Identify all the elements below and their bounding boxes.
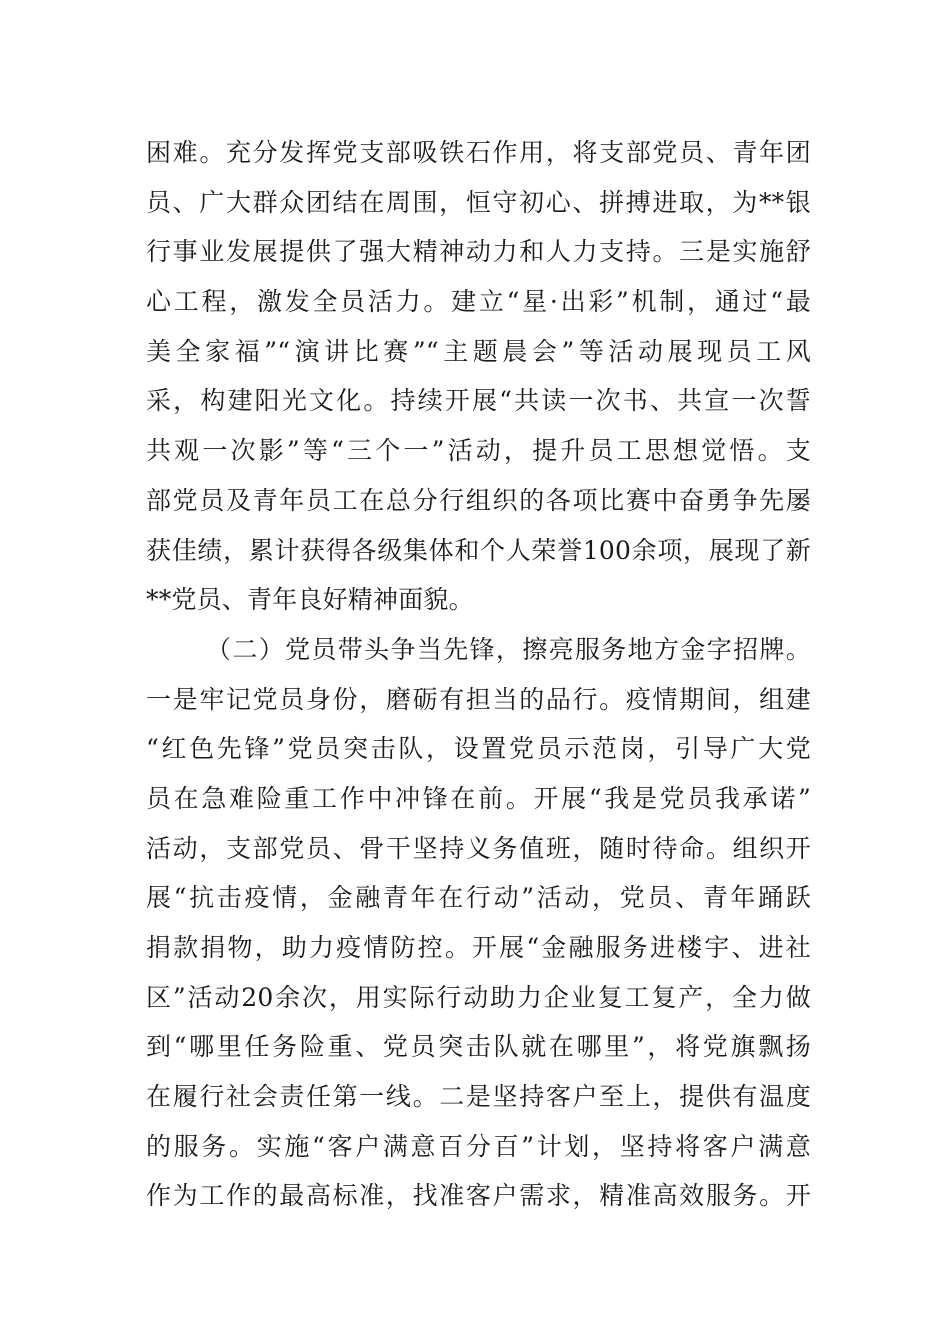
text-line: 展“抗击疫情，金融青年在行动”活动，党员、青年踊跃: [146, 883, 811, 913]
text-line: 捐款捐物，助力疫情防控。开展“金融服务进楼宇、进社: [146, 933, 811, 962]
text-line: 获佳绩，累计获得各级集体和个人荣誉100余项，展现了新: [146, 535, 811, 565]
text-line: 的服务。实施“客户满意百分百”计划，坚持将客户满意: [146, 1131, 811, 1161]
text-line: 在履行社会责任第一线。二是坚持客户至上，提供有温度: [146, 1082, 811, 1112]
text-line: 员在急难险重工作中冲锋在前。开展“我是党员我承诺”: [146, 783, 811, 813]
text-line: 采，构建阳光文化。持续开展“共读一次书、共宣一次誓: [146, 386, 811, 416]
text-line: 美全家福”“演讲比赛”“主题晨会”等活动展现员工风: [146, 336, 811, 366]
text-line: 作为工作的最高标准，找准客户需求，精准高效服务。开: [146, 1181, 811, 1211]
text-line: 区”活动20余次，用实际行动助力企业复工复产，全力做: [146, 982, 811, 1012]
text-line: 一是牢记党员身份，磨砺有担当的品行。疫情期间，组建: [146, 684, 811, 714]
text-line: 到“哪里任务险重、党员突击队就在哪里”，将党旗飘扬: [146, 1032, 811, 1062]
text-line: 心工程，激发全员活力。建立“星·出彩”机制，通过“最: [146, 287, 811, 317]
text-line: 部党员及青年员工在总分行组织的各项比赛中奋勇争先屡: [146, 485, 811, 515]
body-text: [146, 128, 811, 1221]
text-line: “红色先锋”党员突击队，设置党员示范岗，引导广大党: [146, 734, 811, 764]
text-line: 共观一次影”等“三个一”活动，提升员工思想觉悟。支: [146, 436, 811, 466]
text-line: 员、广大群众团结在周围，恒守初心、拼搏进取，为**银: [146, 187, 811, 217]
text-line: **党员、青年良好精神面貌。: [146, 585, 474, 615]
text-line: 活动，支部党员、骨干坚持义务值班，随时待命。组织开: [146, 833, 811, 863]
text-line: 行事业发展提供了强大精神动力和人力支持。三是实施舒: [146, 237, 811, 267]
text-line: 困难。充分发挥党支部吸铁石作用，将支部党员、青年团: [146, 138, 811, 167]
section-heading: （二）党员带头争当先锋，擦亮服务地方金字招牌。: [206, 634, 811, 664]
